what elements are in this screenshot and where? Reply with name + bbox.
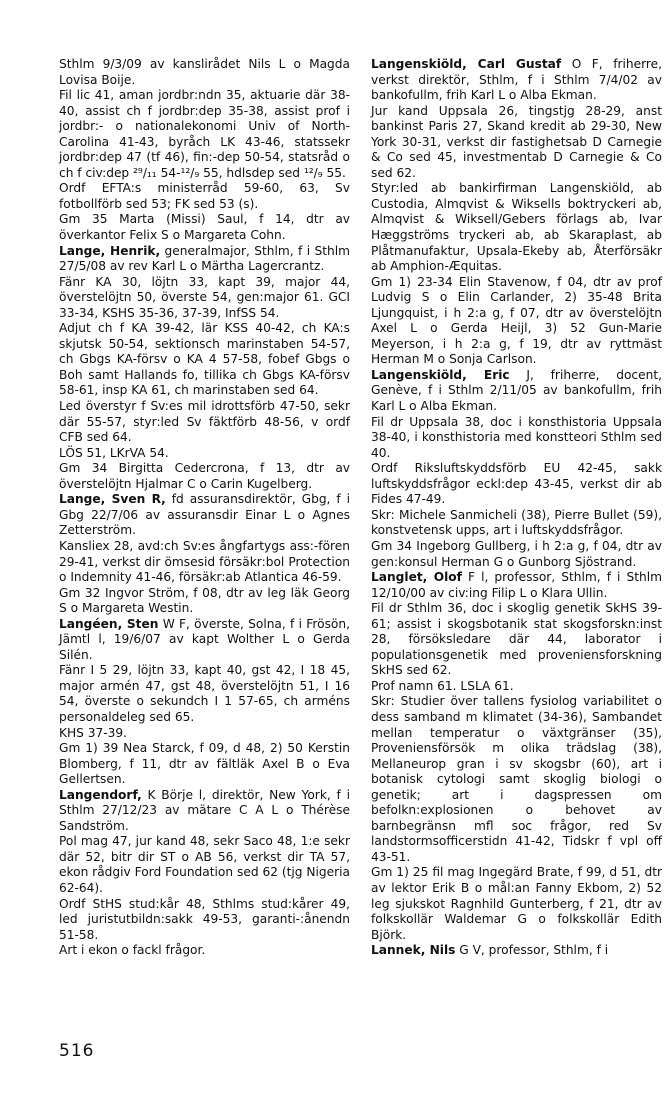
right-column: [371, 57, 662, 959]
entry-paragraph: [371, 57, 662, 104]
entry-text: [59, 275, 350, 322]
entry-text: [371, 508, 662, 539]
entry-text: [59, 726, 350, 742]
entry-body-text: Skr: Studier över tallens fysiolog variabilitet o dess samband m klimatet (34-36), Sambandet mellan temperatur o växtgränser (35), Proveniensförsök m olika trädslag (38), Mellaneurop gran i sv skogsbr (60), art i botanisk cytologi samt skoglig biologi o genetik; art i dagspressen om befolkn:explosionen o behovet av barnbegränsn mfl soc frågor, red Sv landstormsofficerstidn 41-42, Tidskr f vpl off 43-51.: [371, 694, 662, 864]
entry-body-text: Styr:led ab bankirfirman Langenskiöld, ab Custodia, Almqvist & Wiksells boktryckeri ab, Almqvist & Wiksell/Gebers förlags ab, Ivar Hæggströms tryckeri ab, ab Skaraplast, ab Plåtmanufaktur, Upsala-Ekeby ab, Återförsäkr ab Amphion-Æquitas.: [371, 181, 662, 274]
entry-text: [371, 181, 662, 274]
page-number: 516: [59, 1041, 95, 1061]
entry-body-text: O F, friherre, verkst direktör, Sthlm, f i Sthlm 7/4/02 av bankofullm, frih Karl L o Alba Ekman.: [371, 57, 663, 103]
entry-body-text: Kansliex 28, avd:ch Sv:es ångfartygs ass:-fören 29-41, verkst dir ömsesid försäkr:bol Protection o Indemnity 41-46, försäkr:ab Atlantica 46-59.: [59, 538, 350, 585]
entry-paragraph: [371, 368, 662, 415]
entry-headword: Langendorf,: [59, 787, 142, 802]
entry-text: [371, 104, 662, 182]
entry-text: [59, 321, 350, 399]
entry-text: [59, 212, 350, 243]
entry-body-text: Fil dr Sthlm 36, doc i skoglig genetik SkHS 39-61; assist i skogsbotanik stat skogsforskn:inst 28, försöksledare där 44, laborator i populationsgenetik med proveniensforskning SkHS sed 62.: [371, 601, 662, 678]
entry-body-text: G V, professor, Sthlm, f i: [455, 943, 609, 958]
entry-text: [59, 399, 350, 446]
entry-paragraph: [59, 788, 350, 835]
entry-body-text: generalmajor, Sthlm, f i Sthlm 27/5/08 av rev Karl L o Märtha Lagercrantz.: [59, 243, 350, 274]
entry-body-text: Gm 35 Marta (Missi) Saul, f 14, dtr av överkantor Felix S o Margareta Cohn.: [59, 212, 350, 243]
entry-body-text: Art i ekon o fackl frågor.: [59, 943, 206, 958]
entry-body-text: Skr: Michele Sanmicheli (38), Pierre Bullet (59), konstvetensk upps, art i luftskyddsfrågor.: [371, 507, 662, 538]
entry-body-text: Pol mag 47, jur kand 48, sekr Saco 48, 1:e sekr där 52, bitr dir ST o AB 56, verkst dir TA 57, ekon rådgiv Ford Foundation sed 62 (tjg Nigeria 62-64).: [59, 834, 350, 895]
entry-body-text: Prof namn 61. LSLA 61.: [371, 678, 514, 693]
entry-body-text: Ordf EFTA:s ministerråd 59-60, 63, Sv fotbollförb sed 53; FK sed 53 (s).: [59, 181, 350, 211]
entry-text: [59, 834, 350, 896]
entry-headword: Lange, Henrik,: [59, 243, 161, 258]
entry-text: [371, 461, 662, 508]
entry-text: [59, 943, 350, 959]
entry-body-text: J, friherre, docent, Genève, f i Sthlm 2/11/05 av bankofullm, frih Karl L o Alba Ekman.: [371, 367, 662, 414]
entry-body-text: Fil dr Uppsala 38, doc i konsthistoria Uppsala 38-40, i konsthistoria med konstteori Sthlm sed 40.: [371, 414, 662, 460]
entry-body-text: Adjut ch f KA 39-42, lär KSS 40-42, ch KA:s skjutsk 50-54, sektionsch marinstaben 54-57, ch Gbgs KA-försv o KA 4 57-58, fobef Gbgs o Boh samt Hallands fo, tillika ch Gbgs KA-försv 58-61, insp KA 61, ch marinstaben sed 64.: [59, 321, 350, 398]
entry-body-text: Gm 32 Ingvor Ström, f 08, dtr av leg läk Georg S o Margareta Westin.: [59, 585, 350, 616]
entry-text: [59, 181, 350, 212]
entry-paragraph: [59, 244, 350, 275]
entry-text: [371, 601, 662, 679]
entry-text: [371, 679, 662, 695]
entry-paragraph: [59, 617, 350, 664]
entry-body-text: Led överstyr f Sv:es mil idrottsförb 47-50, sekr där 55-57, styr:led Sv fäktförb 48-56, v ordf CFB sed 64.: [59, 399, 350, 445]
entry-text: [371, 694, 662, 865]
entry-text: [59, 539, 350, 586]
entry-text: [59, 461, 350, 492]
entry-body-text: Fänr I 5 29, löjtn 33, kapt 40, gst 42, I 18 45, major armén 47, gst 48, överstelöjtn 51, I 16 54, överste o sekundch I 1 57-65, ch arméns personaldeleg sed 65.: [59, 663, 350, 724]
entry-text: [59, 88, 350, 181]
entry-body-text: Gm 34 Birgitta Cedercrona, f 13, dtr av överstelöjtn Hjalmar C o Carin Kugelberg.: [59, 461, 350, 491]
entry-text: [371, 415, 662, 462]
entry-body-text: W F, överste, Solna, f i Frösön, Jämtl l, 19/6/07 av kapt Wolther L o Gerda Silén.: [59, 616, 350, 662]
entry-headword: Langéen, Sten: [59, 616, 159, 631]
entry-body-text: Ordf StHS stud:kår 48, Sthlms stud:kårer 49, led juristutbildn:sakk 49-53, garanti-:ånendn 51-58.: [59, 896, 350, 942]
entry-body-text: K Börje l, direktör, New York, f i Sthlm 27/12/23 av mätare C A L o Thérèse Sandström.: [59, 787, 350, 833]
entry-body-text: Sthlm 9/3/09 av kanslirådet Nils L o Magda Lovisa Boije.: [59, 57, 350, 87]
entry-text: [59, 586, 350, 617]
entry-body-text: LÖS 51, LKrVA 54.: [59, 445, 169, 460]
entry-body-text: Jur kand Uppsala 26, tingstjg 28-29, anst bankinst Paris 27, Skand kredit ab 29-30, New York 30-31, verkst dir fastighetsab D Carnegie & Co sed 45, investmentab D Carnegie & Co sed 62.: [371, 103, 662, 180]
entry-text: [371, 539, 662, 570]
entry-body-text: F l, professor, Sthlm, f i Sthlm 12/10/00 av civ:ing Filip L o Klara Ullin.: [371, 570, 663, 600]
entry-body-text: Fänr KA 30, löjtn 33, kapt 39, major 44, överstelöjtn 50, överste 54, gen:major 61. GCI 33-34, KSHS 35-36, 37-39, InfSS 54.: [59, 274, 350, 320]
entry-paragraph: [371, 570, 662, 601]
entry-text: [371, 865, 662, 943]
entry-body-text: Gm 1) 25 fil mag Ingegärd Brate, f 99, d 51, dtr av lektor Erik B o mål:an Fanny Ekbom, 2) 52 leg sjukskot Ragnhild Gunterberg, f 21, dtr av folkskollär Waldemar G o folkskollär Edith Björk.: [371, 865, 662, 942]
entry-text: [59, 741, 350, 788]
entry-headword: Lange, Sven R,: [59, 492, 166, 507]
entry-text: [59, 57, 350, 88]
entry-headword: Langlet, Olof: [371, 570, 462, 585]
entry-headword: Lannek, Nils: [371, 943, 456, 958]
entry-text: [59, 446, 350, 462]
entry-text: [59, 663, 350, 725]
entry-body-text: Gm 1) 23-34 Elin Stavenow, f 04, dtr av prof Ludvig S o Elin Carlander, 2) 35-48 Brita Ljungquist, i h 2:a g, f 07, dtr av överstelöjtn Axel L o Gerda Heijl, 3) 52 Gun-Marie Meyerson, i h 2:a g, f 19, dtr av ryttmäst Herman M o Sonja Carlson.: [371, 274, 662, 367]
entry-paragraph: [59, 492, 350, 539]
entry-body-text: Fil lic 41, aman jordbr:ndn 35, aktuarie där 38-40, assist ch f jordbr:dep 35-38, assist prof i jordbr:- o nationalekonomi Univ of North-Carolina 41-43, byråch LK 43-46, statssekr jordbr:dep 47 (tf 46), fin:-dep 50-54, statsråd o ch f civ:dep ²⁹/₁₁ 54-¹²/₉ 55, hdlsdep sed ¹²/₉ 55.: [59, 88, 350, 180]
entry-text: [371, 275, 662, 368]
entry-paragraph: [371, 943, 662, 959]
left-column: [59, 57, 350, 959]
entry-body-text: KHS 37-39.: [59, 725, 128, 740]
entry-text: [59, 897, 350, 944]
entry-body-text: fd assuransdirektör, Gbg, f i Gbg 22/7/06 av assuransdir Einar L o Agnes Zetterström.: [59, 492, 350, 538]
entry-body-text: Ordf Riksluftskyddsförb EU 42-45, sakk luftskyddsfrågor eckl:dep 43-45, verkst dir ab Fides 47-49.: [371, 461, 662, 507]
entry-body-text: Gm 1) 39 Nea Starck, f 09, d 48, 2) 50 Kerstin Blomberg, f 11, dtr av fältläk Axel B o Eva Gellertsen.: [59, 741, 350, 787]
entry-headword: Langenskiöld, Eric: [371, 367, 510, 382]
entry-headword: Langenskiöld, Carl Gustaf: [371, 57, 562, 71]
entry-body-text: Gm 34 Ingeborg Gullberg, i h 2:a g, f 04, dtr av gen:konsul Herman G o Gunborg Sjöstrand.: [371, 538, 662, 569]
